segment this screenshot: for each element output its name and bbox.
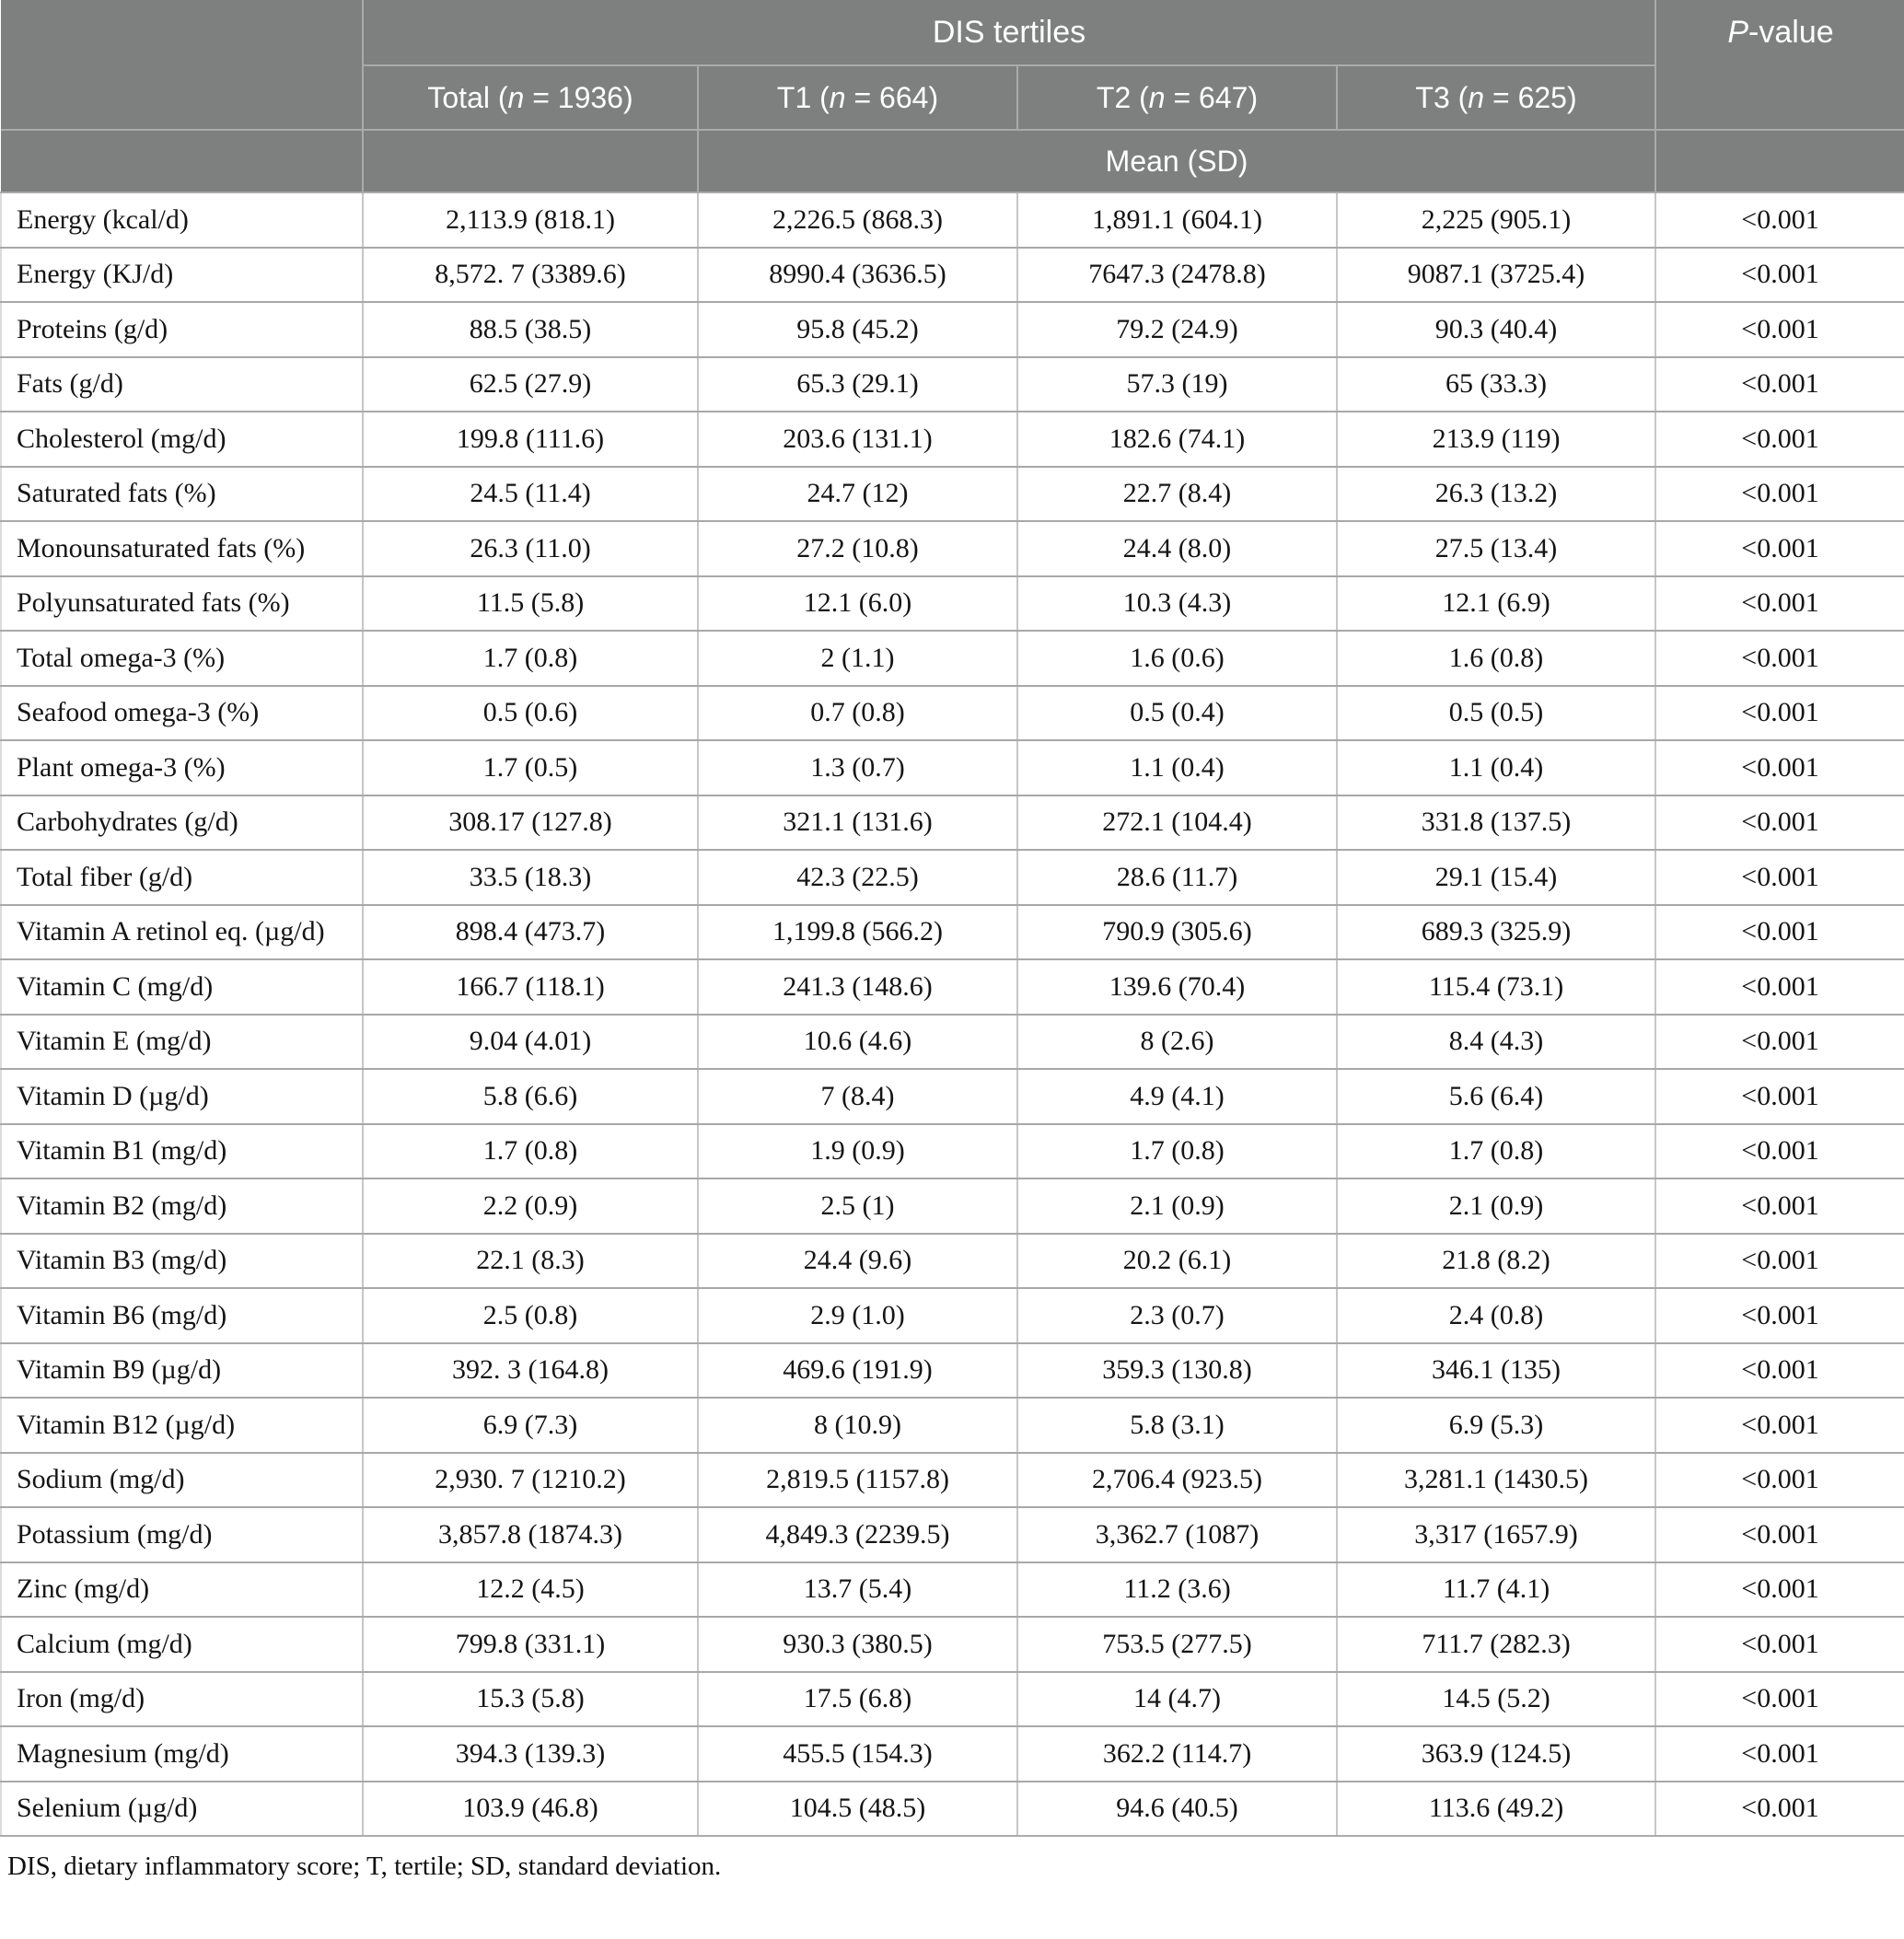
cell-total: 33.5 (18.3) (363, 850, 698, 905)
cell-t2: 79.2 (24.9) (1017, 302, 1337, 357)
cell-t1: 95.8 (45.2) (698, 302, 1017, 357)
cell-total: 103.9 (46.8) (363, 1782, 698, 1837)
cell-t1: 7 (8.4) (698, 1069, 1017, 1124)
row-label: Total omega-3 (%) (1, 631, 363, 686)
cell-total: 8,572. 7 (3389.6) (363, 248, 698, 303)
t1-label-n: n (829, 80, 846, 114)
cell-total: 26.3 (11.0) (363, 521, 698, 576)
cell-total: 2.2 (0.9) (363, 1178, 698, 1234)
cell-p: <0.001 (1655, 1069, 1904, 1124)
cell-p: <0.001 (1655, 1453, 1904, 1508)
cell-p: <0.001 (1655, 1398, 1904, 1453)
cell-t3: 8.4 (4.3) (1337, 1015, 1655, 1070)
cell-p: <0.001 (1655, 959, 1904, 1015)
cell-t1: 104.5 (48.5) (698, 1782, 1017, 1837)
table-row (1, 959, 1904, 1015)
cell-t1: 2 (1.1) (698, 631, 1017, 686)
row-label: Vitamin B1 (mg/d) (1, 1124, 363, 1179)
cell-p: <0.001 (1655, 1562, 1904, 1618)
t1-label-pre: T1 ( (776, 80, 830, 114)
mean-sd-header: Mean (SD) (698, 130, 1655, 192)
row-label: Fats (g/d) (1, 357, 363, 412)
cell-t1: 0.7 (0.8) (698, 686, 1017, 741)
cell-t1: 2.5 (1) (698, 1178, 1017, 1234)
table-row (1, 850, 1904, 905)
cell-total: 88.5 (38.5) (363, 302, 698, 357)
t3-label-pre: T3 ( (1415, 80, 1469, 114)
cell-t1: 2.9 (1.0) (698, 1288, 1017, 1343)
table-row (1, 192, 1904, 248)
cell-p: <0.001 (1655, 467, 1904, 522)
cell-t1: 12.1 (6.0) (698, 576, 1017, 632)
cell-p: <0.001 (1655, 686, 1904, 741)
cell-t1: 24.4 (9.6) (698, 1234, 1017, 1289)
cell-p: <0.001 (1655, 1288, 1904, 1343)
cell-t3: 3,281.1 (1430.5) (1337, 1453, 1655, 1508)
cell-t3: 21.8 (8.2) (1337, 1234, 1655, 1289)
cell-total: 9.04 (4.01) (363, 1015, 698, 1070)
table-row (1, 740, 1904, 795)
cell-t3: 2.4 (0.8) (1337, 1288, 1655, 1343)
cell-p: <0.001 (1655, 631, 1904, 686)
total-label-pre: Total ( (427, 80, 508, 114)
cell-t2: 4.9 (4.1) (1017, 1069, 1337, 1124)
cell-t3: 26.3 (13.2) (1337, 467, 1655, 522)
cell-t1: 1.3 (0.7) (698, 740, 1017, 795)
cell-t2: 24.4 (8.0) (1017, 521, 1337, 576)
column-header-t2 (1017, 65, 1337, 130)
row-label: Carbohydrates (g/d) (1, 795, 363, 851)
cell-total: 5.8 (6.6) (363, 1069, 698, 1124)
cell-total: 1.7 (0.5) (363, 740, 698, 795)
cell-t2: 3,362.7 (1087) (1017, 1507, 1337, 1562)
cell-t3: 115.4 (73.1) (1337, 959, 1655, 1015)
cell-t1: 27.2 (10.8) (698, 521, 1017, 576)
cell-t2: 22.7 (8.4) (1017, 467, 1337, 522)
cell-t1: 65.3 (29.1) (698, 357, 1017, 412)
cell-t3: 29.1 (15.4) (1337, 850, 1655, 905)
table-row (1, 1398, 1904, 1453)
cell-t2: 28.6 (11.7) (1017, 850, 1337, 905)
cell-t3: 11.7 (4.1) (1337, 1562, 1655, 1618)
table-row (1, 1617, 1904, 1672)
cell-t2: 57.3 (19) (1017, 357, 1337, 412)
table-row (1, 795, 1904, 851)
cell-p: <0.001 (1655, 412, 1904, 467)
table-row (1, 1015, 1904, 1070)
cell-t2: 1.6 (0.6) (1017, 631, 1337, 686)
cell-t2: 8 (2.6) (1017, 1015, 1337, 1070)
cell-t3: 346.1 (135) (1337, 1343, 1655, 1399)
cell-p: <0.001 (1655, 357, 1904, 412)
row-label: Zinc (mg/d) (1, 1562, 363, 1618)
cell-t3: 14.5 (5.2) (1337, 1672, 1655, 1727)
cell-t2: 139.6 (70.4) (1017, 959, 1337, 1015)
cell-t1: 4,849.3 (2239.5) (698, 1507, 1017, 1562)
row-label: Proteins (g/d) (1, 302, 363, 357)
t3-label-post: = 625) (1484, 80, 1577, 114)
cell-p: <0.001 (1655, 302, 1904, 357)
table-row (1, 302, 1904, 357)
cell-p: <0.001 (1655, 576, 1904, 632)
cell-t1: 24.7 (12) (698, 467, 1017, 522)
table-body (1, 192, 1904, 1836)
column-header-total (363, 65, 698, 130)
table-row (1, 521, 1904, 576)
cell-t1: 455.5 (154.3) (698, 1726, 1017, 1782)
cell-t1: 203.6 (131.1) (698, 412, 1017, 467)
row-label: Magnesium (mg/d) (1, 1726, 363, 1782)
cell-t2: 7647.3 (2478.8) (1017, 248, 1337, 303)
cell-t3: 90.3 (40.4) (1337, 302, 1655, 357)
cell-p: <0.001 (1655, 521, 1904, 576)
t2-label-post: = 647) (1165, 80, 1259, 114)
cell-total: 24.5 (11.4) (363, 467, 698, 522)
cell-p: <0.001 (1655, 1672, 1904, 1727)
cell-t1: 241.3 (148.6) (698, 959, 1017, 1015)
p-value-header (1655, 0, 1904, 130)
row-label: Calcium (mg/d) (1, 1617, 363, 1672)
row-label: Energy (KJ/d) (1, 248, 363, 303)
cell-total: 394.3 (139.3) (363, 1726, 698, 1782)
column-header-t1 (698, 65, 1017, 130)
row-label: Vitamin E (mg/d) (1, 1015, 363, 1070)
row-label: Plant omega-3 (%) (1, 740, 363, 795)
cell-p: <0.001 (1655, 1343, 1904, 1399)
header-row-mean-sd (1, 130, 1904, 192)
cell-p: <0.001 (1655, 795, 1904, 851)
row-label: Vitamin B3 (mg/d) (1, 1234, 363, 1289)
cell-p: <0.001 (1655, 1507, 1904, 1562)
cell-t3: 27.5 (13.4) (1337, 521, 1655, 576)
row-label: Potassium (mg/d) (1, 1507, 363, 1562)
cell-t3: 1.7 (0.8) (1337, 1124, 1655, 1179)
table-row (1, 1234, 1904, 1289)
cell-t2: 5.8 (3.1) (1017, 1398, 1337, 1453)
t1-label-post: = 664) (845, 80, 939, 114)
cell-t3: 5.6 (6.4) (1337, 1069, 1655, 1124)
cell-t3: 9087.1 (3725.4) (1337, 248, 1655, 303)
row-label: Vitamin D (µg/d) (1, 1069, 363, 1124)
table-row (1, 357, 1904, 412)
table-row (1, 1124, 1904, 1179)
row-label: Energy (kcal/d) (1, 192, 363, 248)
table-row (1, 1288, 1904, 1343)
total-label-n: n (507, 80, 525, 114)
cell-t1: 930.3 (380.5) (698, 1617, 1017, 1672)
row-label: Vitamin B6 (mg/d) (1, 1288, 363, 1343)
table-row (1, 1726, 1904, 1782)
cell-t2: 1,891.1 (604.1) (1017, 192, 1337, 248)
cell-p: <0.001 (1655, 1234, 1904, 1289)
cell-t2: 2,706.4 (923.5) (1017, 1453, 1337, 1508)
cell-total: 1.7 (0.8) (363, 631, 698, 686)
row-label: Vitamin B12 (µg/d) (1, 1398, 363, 1453)
table-row (1, 631, 1904, 686)
cell-t3: 65 (33.3) (1337, 357, 1655, 412)
table-row (1, 1672, 1904, 1727)
cell-total: 15.3 (5.8) (363, 1672, 698, 1727)
row-label: Total fiber (g/d) (1, 850, 363, 905)
cell-total: 199.8 (111.6) (363, 412, 698, 467)
empty-header-cell-label-col (1, 130, 363, 192)
cell-t2: 790.9 (305.6) (1017, 905, 1337, 960)
empty-header-cell-p-col (1655, 130, 1904, 192)
cell-t3: 689.3 (325.9) (1337, 905, 1655, 960)
empty-header-cell-total-col (363, 130, 698, 192)
cell-t2: 20.2 (6.1) (1017, 1234, 1337, 1289)
cell-t1: 8 (10.9) (698, 1398, 1017, 1453)
cell-p: <0.001 (1655, 740, 1904, 795)
cell-total: 898.4 (473.7) (363, 905, 698, 960)
row-label: Iron (mg/d) (1, 1672, 363, 1727)
row-label: Cholesterol (mg/d) (1, 412, 363, 467)
cell-p: <0.001 (1655, 1124, 1904, 1179)
row-label: Saturated fats (%) (1, 467, 363, 522)
cell-t3: 2.1 (0.9) (1337, 1178, 1655, 1234)
cell-t1: 17.5 (6.8) (698, 1672, 1017, 1727)
cell-p: <0.001 (1655, 1015, 1904, 1070)
table-row (1, 1562, 1904, 1618)
cell-t2: 0.5 (0.4) (1017, 686, 1337, 741)
cell-p: <0.001 (1655, 192, 1904, 248)
cell-t3: 2,225 (905.1) (1337, 192, 1655, 248)
t2-label-n: n (1148, 80, 1166, 114)
t2-label-pre: T2 ( (1096, 80, 1149, 114)
p-value-label-rest: -value (1748, 15, 1834, 50)
cell-t3: 213.9 (119) (1337, 412, 1655, 467)
cell-t3: 3,317 (1657.9) (1337, 1507, 1655, 1562)
cell-t1: 1,199.8 (566.2) (698, 905, 1017, 960)
p-value-italic-p: P (1727, 15, 1749, 50)
t3-label-n: n (1468, 80, 1485, 114)
cell-total: 799.8 (331.1) (363, 1617, 698, 1672)
cell-t3: 711.7 (282.3) (1337, 1617, 1655, 1672)
cell-t2: 2.3 (0.7) (1017, 1288, 1337, 1343)
cell-t1: 2,819.5 (1157.8) (698, 1453, 1017, 1508)
row-label: Monounsaturated fats (%) (1, 521, 363, 576)
row-label: Vitamin B9 (µg/d) (1, 1343, 363, 1399)
header-row-group (1, 0, 1904, 65)
cell-t3: 331.8 (137.5) (1337, 795, 1655, 851)
cell-t1: 42.3 (22.5) (698, 850, 1017, 905)
cell-t1: 13.7 (5.4) (698, 1562, 1017, 1618)
cell-total: 2,113.9 (818.1) (363, 192, 698, 248)
table-row (1, 1453, 1904, 1508)
cell-p: <0.001 (1655, 1782, 1904, 1837)
cell-p: <0.001 (1655, 905, 1904, 960)
table-row (1, 248, 1904, 303)
cell-p: <0.001 (1655, 850, 1904, 905)
table-footnote: DIS, dietary inflammatory score; T, tertile; SD, standard deviation. (7, 1852, 722, 1881)
column-header-t3 (1337, 65, 1655, 130)
cell-t1: 10.6 (4.6) (698, 1015, 1017, 1070)
cell-t1: 8990.4 (3636.5) (698, 248, 1017, 303)
table-row (1, 576, 1904, 632)
cell-total: 2,930. 7 (1210.2) (363, 1453, 698, 1508)
cell-t3: 6.9 (5.3) (1337, 1398, 1655, 1453)
total-label-post: = 1936) (524, 80, 633, 114)
cell-t2: 11.2 (3.6) (1017, 1562, 1337, 1618)
row-label: Polyunsaturated fats (%) (1, 576, 363, 632)
table-row (1, 1782, 1904, 1837)
row-label: Vitamin C (mg/d) (1, 959, 363, 1015)
cell-t2: 272.1 (104.4) (1017, 795, 1337, 851)
cell-t3: 1.6 (0.8) (1337, 631, 1655, 686)
table-row (1, 686, 1904, 741)
cell-total: 1.7 (0.8) (363, 1124, 698, 1179)
dis-tertiles-group-header (363, 0, 1655, 65)
cell-t2: 14 (4.7) (1017, 1672, 1337, 1727)
cell-total: 308.17 (127.8) (363, 795, 698, 851)
row-label-header-cell (1, 0, 363, 130)
cell-total: 62.5 (27.9) (363, 357, 698, 412)
table-row (1, 905, 1904, 960)
table-header (1, 0, 1904, 192)
cell-t2: 10.3 (4.3) (1017, 576, 1337, 632)
table-row (1, 1507, 1904, 1562)
row-label: Selenium (µg/d) (1, 1782, 363, 1837)
cell-total: 3,857.8 (1874.3) (363, 1507, 698, 1562)
cell-t2: 94.6 (40.5) (1017, 1782, 1337, 1837)
cell-t1: 1.9 (0.9) (698, 1124, 1017, 1179)
cell-t2: 1.1 (0.4) (1017, 740, 1337, 795)
table-row (1, 1178, 1904, 1234)
cell-t2: 359.3 (130.8) (1017, 1343, 1337, 1399)
dis-tertiles-label: DIS tertiles (932, 14, 1086, 50)
row-label: Vitamin A retinol eq. (µg/d) (1, 905, 363, 960)
cell-total: 11.5 (5.8) (363, 576, 698, 632)
cell-t1: 2,226.5 (868.3) (698, 192, 1017, 248)
table-row (1, 1343, 1904, 1399)
cell-p: <0.001 (1655, 1617, 1904, 1672)
row-label: Vitamin B2 (mg/d) (1, 1178, 363, 1234)
cell-t3: 1.1 (0.4) (1337, 740, 1655, 795)
cell-t3: 113.6 (49.2) (1337, 1782, 1655, 1837)
cell-p: <0.001 (1655, 1726, 1904, 1782)
cell-total: 166.7 (118.1) (363, 959, 698, 1015)
cell-t1: 469.6 (191.9) (698, 1343, 1017, 1399)
cell-t2: 753.5 (277.5) (1017, 1617, 1337, 1672)
cell-total: 12.2 (4.5) (363, 1562, 698, 1618)
table-row (1, 412, 1904, 467)
cell-t3: 363.9 (124.5) (1337, 1726, 1655, 1782)
cell-t2: 1.7 (0.8) (1017, 1124, 1337, 1179)
cell-t2: 182.6 (74.1) (1017, 412, 1337, 467)
cell-t3: 12.1 (6.9) (1337, 576, 1655, 632)
cell-total: 6.9 (7.3) (363, 1398, 698, 1453)
cell-total: 0.5 (0.6) (363, 686, 698, 741)
row-label: Seafood omega-3 (%) (1, 686, 363, 741)
cell-t2: 362.2 (114.7) (1017, 1726, 1337, 1782)
cell-total: 392. 3 (164.8) (363, 1343, 698, 1399)
cell-p: <0.001 (1655, 1178, 1904, 1234)
cell-t3: 0.5 (0.5) (1337, 686, 1655, 741)
table-row (1, 467, 1904, 522)
cell-p: <0.001 (1655, 248, 1904, 303)
cell-t1: 321.1 (131.6) (698, 795, 1017, 851)
cell-total: 2.5 (0.8) (363, 1288, 698, 1343)
cell-total: 22.1 (8.3) (363, 1234, 698, 1289)
table-row (1, 1069, 1904, 1124)
cell-t2: 2.1 (0.9) (1017, 1178, 1337, 1234)
row-label: Sodium (mg/d) (1, 1453, 363, 1508)
